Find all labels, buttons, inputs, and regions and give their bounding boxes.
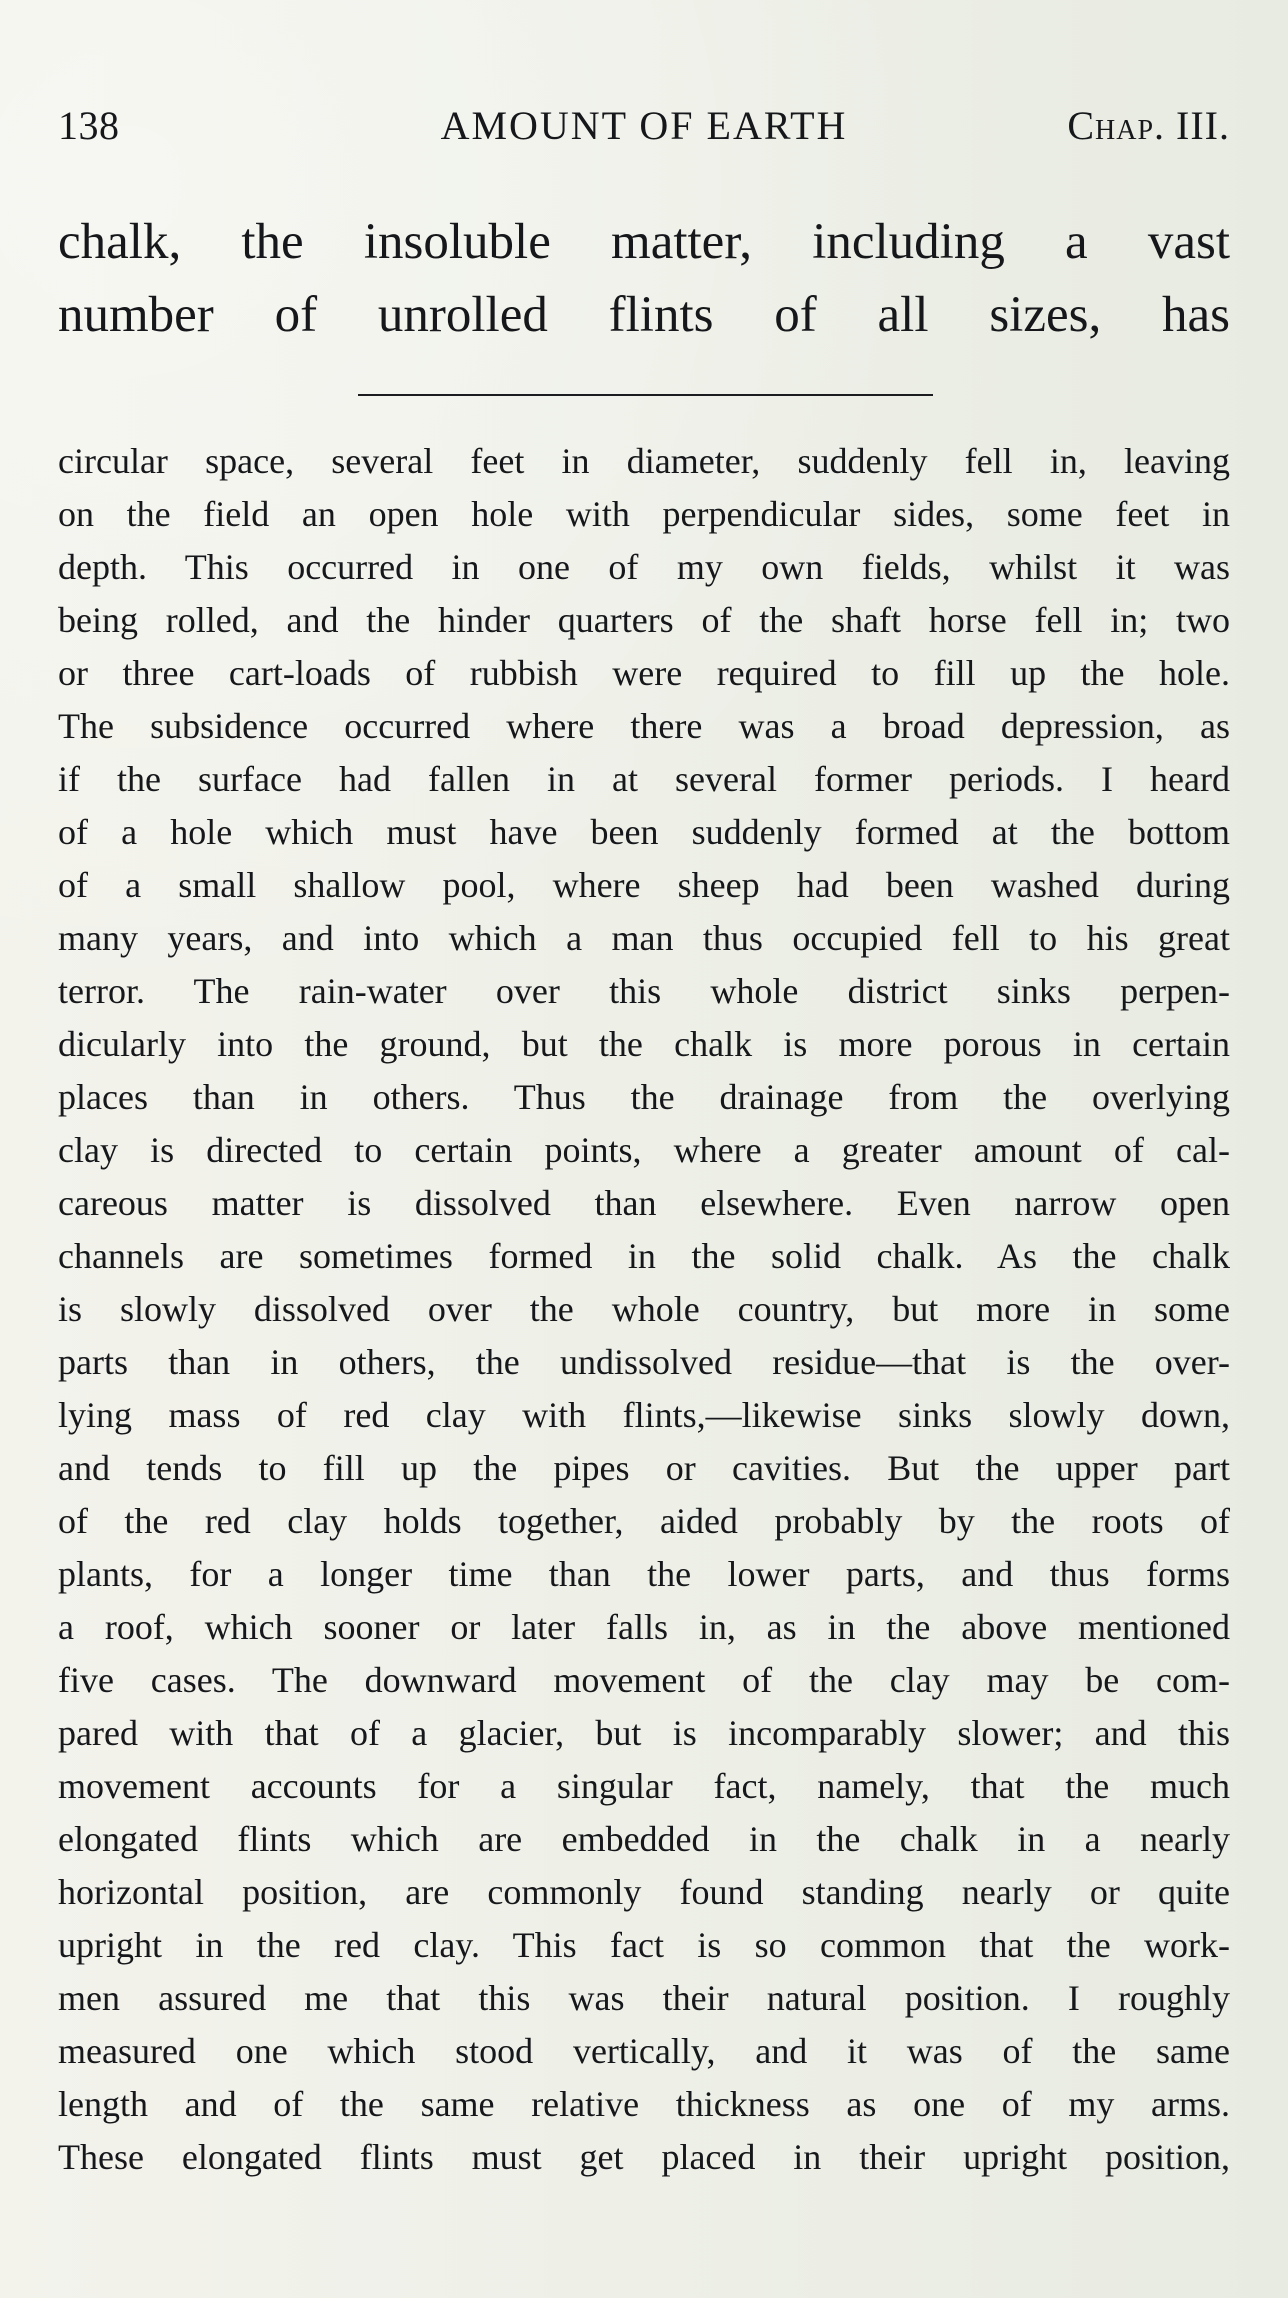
footnote-line: on the field an open hole with perpendicular sides, some feet in: [58, 494, 1230, 534]
main-text-line: chalk, the insoluble matter, including a vast: [58, 214, 1230, 270]
running-header: [58, 96, 1230, 156]
footnote-line: movement accounts for a singular fact, namely, that the much: [58, 1766, 1230, 1806]
footnote-line: The subsidence occurred where there was a broad depression, as: [58, 706, 1230, 746]
footnote-line: measured one which stood vertically, and it was of the same: [58, 2031, 1230, 2071]
footnote-line: horizontal position, are commonly found standing nearly or quite: [58, 1872, 1230, 1912]
footnote-line: parts than in others, the undissolved residue—that is the over-: [58, 1342, 1230, 1382]
running-title: AMOUNT OF EARTH: [440, 103, 848, 148]
footnote-line: of a small shallow pool, where sheep had been washed during: [58, 865, 1230, 905]
page-number: 138: [58, 103, 120, 148]
footnote-line: or three cart-loads of rubbish were required to fill up the hole.: [58, 653, 1230, 693]
footnote-text: [58, 435, 1230, 2184]
footnote-line: pared with that of a glacier, but is incomparably slower; and this: [58, 1713, 1230, 1753]
footnote-line: terror. The rain-water over this whole district sinks perpen-: [58, 971, 1230, 1011]
footnote-line: These elongated flints must get placed in their upright position,: [58, 2137, 1230, 2177]
footnote-divider: [358, 394, 933, 396]
footnote-line: a roof, which sooner or later falls in, as in the above mentioned: [58, 1607, 1230, 1647]
footnote-line: men assured me that this was their natural position. I roughly: [58, 1978, 1230, 2018]
footnote-line: of the red clay holds together, aided probably by the roots of: [58, 1501, 1230, 1541]
footnote-line: clay is directed to certain points, where a greater amount of cal-: [58, 1130, 1230, 1170]
main-text-continuation: [58, 206, 1230, 352]
footnote-line: elongated flints which are embedded in the chalk in a nearly: [58, 1819, 1230, 1859]
footnote-line: length and of the same relative thickness as one of my arms.: [58, 2084, 1230, 2124]
footnote-line: five cases. The downward movement of the clay may be com-: [58, 1660, 1230, 1700]
footnote-line: places than in others. Thus the drainage from the overlying: [58, 1077, 1230, 1117]
footnote-line: being rolled, and the hinder quarters of the shaft horse fell in; two: [58, 600, 1230, 640]
footnote-line: upright in the red clay. This fact is so common that the work-: [58, 1925, 1230, 1965]
footnote-line: careous matter is dissolved than elsewhere. Even narrow open: [58, 1183, 1230, 1223]
footnote-line: plants, for a longer time than the lower parts, and thus forms: [58, 1554, 1230, 1594]
footnote-line: if the surface had fallen in at several former periods. I heard: [58, 759, 1230, 799]
footnote-line: many years, and into which a man thus occupied fell to his great: [58, 918, 1230, 958]
footnote-line: of a hole which must have been suddenly formed at the bottom: [58, 812, 1230, 852]
footnote-line: depth. This occurred in one of my own fields, whilst it was: [58, 547, 1230, 587]
footnote-line: dicularly into the ground, but the chalk is more porous in certain: [58, 1024, 1230, 1064]
footnote-line: is slowly dissolved over the whole country, but more in some: [58, 1289, 1230, 1329]
footnote-line: channels are sometimes formed in the solid chalk. As the chalk: [58, 1236, 1230, 1276]
footnote-line: circular space, several feet in diameter, suddenly fell in, leaving: [58, 441, 1230, 481]
chapter-label: Chap. III.: [1067, 103, 1230, 148]
main-text-line: number of unrolled flints of all sizes, has: [58, 287, 1230, 343]
footnote-line: lying mass of red clay with flints,—likewise sinks slowly down,: [58, 1395, 1230, 1435]
footnote-line: and tends to fill up the pipes or cavities. But the upper part: [58, 1448, 1230, 1488]
